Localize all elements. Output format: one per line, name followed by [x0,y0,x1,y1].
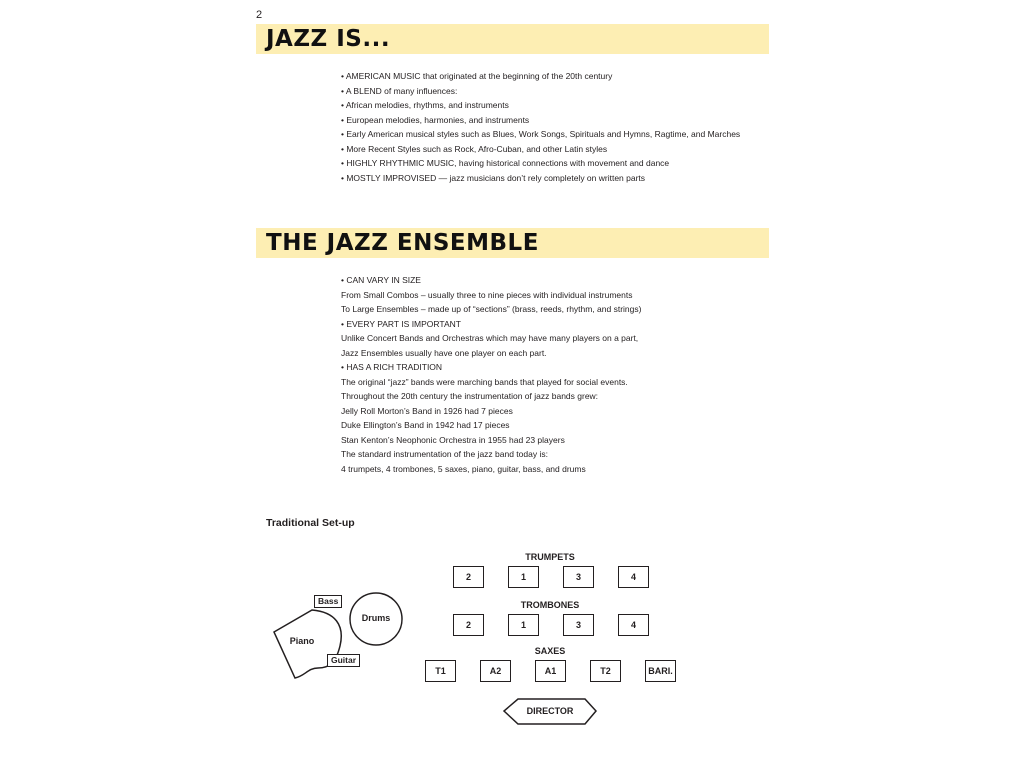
sax-seat: BARI. [645,660,676,682]
sax-seat: A1 [535,660,566,682]
list-item: • A BLEND of many influences: [341,85,458,96]
sax-seat: T1 [425,660,456,682]
sax-seat: A2 [480,660,511,682]
list-item: To Large Ensembles – made up of “sections” (brass, reeds, rhythm, and strings) [341,304,642,314]
list-item: • HIGHLY RHYTHMIC MUSIC, having historical connections with movement and dance [341,158,670,168]
list-item: Throughout the 20th century the instrumentation of jazz bands grew: [341,391,599,401]
list-item: • HAS A RICH TRADITION [341,362,443,372]
list-item: Stan Kenton’s Neophonic Orchestra in 1955 had 23 players [341,434,565,445]
section-title: JAZZ IS... [266,26,391,52]
list-item: • Early American musical styles such as Blues, Work Songs, Spirituals and Hymns, Ragtime, and Marches [341,129,741,139]
list-item: • AMERICAN MUSIC that originated at the beginning of the 20th century [341,71,613,81]
trombones-label: TROMBONES [520,600,580,610]
trumpet-seat: 3 [563,566,594,588]
trombone-seat: 2 [453,614,484,636]
trumpet-seat: 4 [618,566,649,588]
list-item: Unlike Concert Bands and Orchestras which may have many players on a part, [341,333,639,343]
guitar-label: Guitar [327,654,360,667]
list-item: The standard instrumentation of the jazz band today is: [341,449,548,459]
list-item: Duke Ellington’s Band in 1942 had 17 pieces [341,420,510,430]
list-item: Jelly Roll Morton’s Band in 1926 had 7 pieces [341,405,513,416]
sax-seat: T2 [590,660,621,682]
piano-label: Piano [289,636,315,646]
list-item: 4 trumpets, 4 trombones, 5 saxes, piano, guitar, bass, and drums [341,463,586,474]
director-label: DIRECTOR [526,706,574,716]
trumpets-label: TRUMPETS [525,552,575,562]
trumpet-seat: 1 [508,566,539,588]
drums-label: Drums [361,613,391,623]
trombone-seat: 3 [563,614,594,636]
page-number: 2 [256,9,263,21]
saxes-label: SAXES [534,646,566,656]
list-item: The original “jazz” bands were marching bands that played for social events. [341,376,628,387]
list-item: • CAN VARY IN SIZE [341,275,421,285]
trumpet-seat: 2 [453,566,484,588]
section-title: THE JAZZ ENSEMBLE [266,230,539,256]
setup-title: Traditional Set-up [266,517,355,529]
list-item: From Small Combos – usually three to nine pieces with individual instruments [341,289,633,300]
bass-label: Bass [314,595,342,608]
list-item: • African melodies, rhythms, and instruments [341,100,509,110]
list-item: • European melodies, harmonies, and instruments [341,114,530,125]
list-item: Jazz Ensembles usually have one player on each part. [341,347,547,358]
trombone-seat: 1 [508,614,539,636]
list-item: • MOSTLY IMPROVISED — jazz musicians don’t rely completely on written parts [341,172,646,183]
list-item: • EVERY PART IS IMPORTANT [341,318,461,329]
trombone-seat: 4 [618,614,649,636]
list-item: • More Recent Styles such as Rock, Afro-Cuban, and other Latin styles [341,143,608,154]
